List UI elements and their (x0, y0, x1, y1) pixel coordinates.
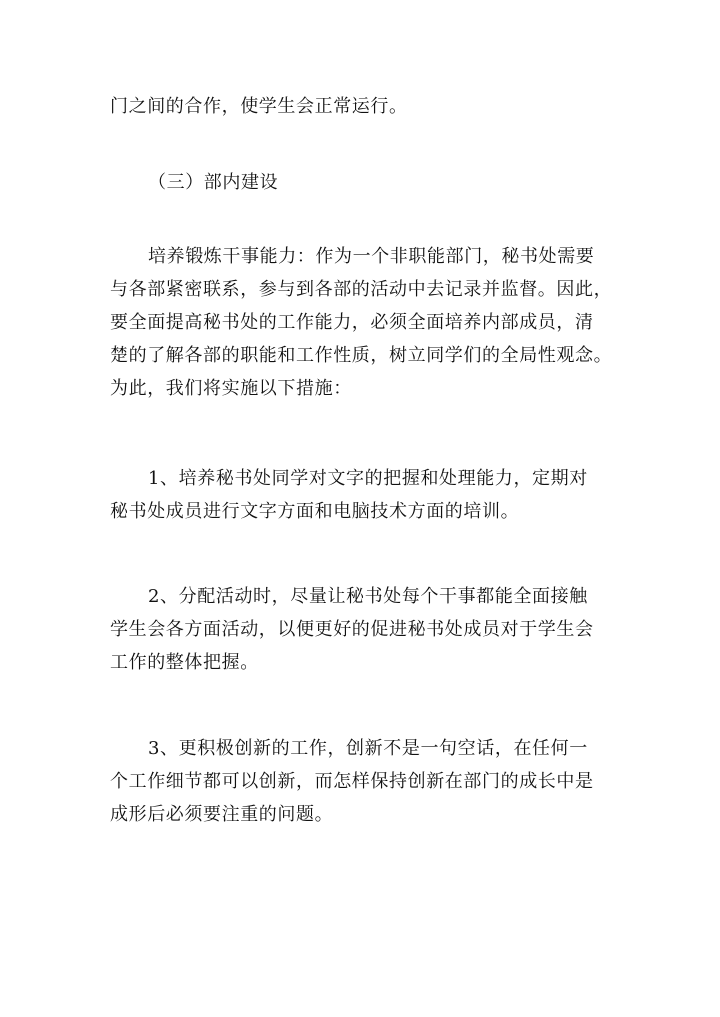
text-line: 1、培养秘书处同学对文字的把握和处理能力，定期对 (148, 468, 588, 489)
text-line: 与各部紧密联系，参与到各部的活动中去记录并监督。因此， (110, 279, 613, 300)
text-line: 工作的整体把握。 (110, 652, 259, 673)
paragraph-measure-2 (110, 580, 614, 679)
text-line: 楚的了解各部的职能和工作性质，树立同学们的全局性观念。 (110, 345, 613, 366)
text-line: 门之间的合作，使学生会正常运行。 (110, 96, 408, 117)
text-line: 为此，我们将实施以下措施： (110, 378, 352, 399)
section-heading (110, 166, 614, 199)
heading-text: （三）部内建设 (148, 172, 279, 193)
text-line: 成形后必须要注重的问题。 (110, 804, 334, 825)
paragraph-measure-1 (110, 462, 614, 528)
text-line: 个工作细节都可以创新，而怎样保持创新在部门的成长中是 (110, 771, 594, 792)
text-line: 秘书处成员进行文字方面和电脑技术方面的培训。 (110, 501, 520, 522)
text-line: 2、分配活动时，尽量让秘书处每个干事都能全面接触 (148, 586, 588, 607)
paragraph-continuation (110, 90, 614, 123)
text-line: 培养锻炼干事能力：作为一个非职能部门，秘书处需要 (148, 246, 595, 267)
text-line: 要全面提高秘书处的工作能力，必须全面培养内部成员，清 (110, 312, 594, 333)
paragraph-measure-3 (110, 732, 614, 831)
paragraph-training (110, 240, 614, 405)
text-line: 3、更积极创新的工作，创新不是一句空话，在任何一 (148, 738, 588, 759)
text-line: 学生会各方面活动，以便更好的促进秘书处成员对于学生会 (110, 619, 594, 640)
